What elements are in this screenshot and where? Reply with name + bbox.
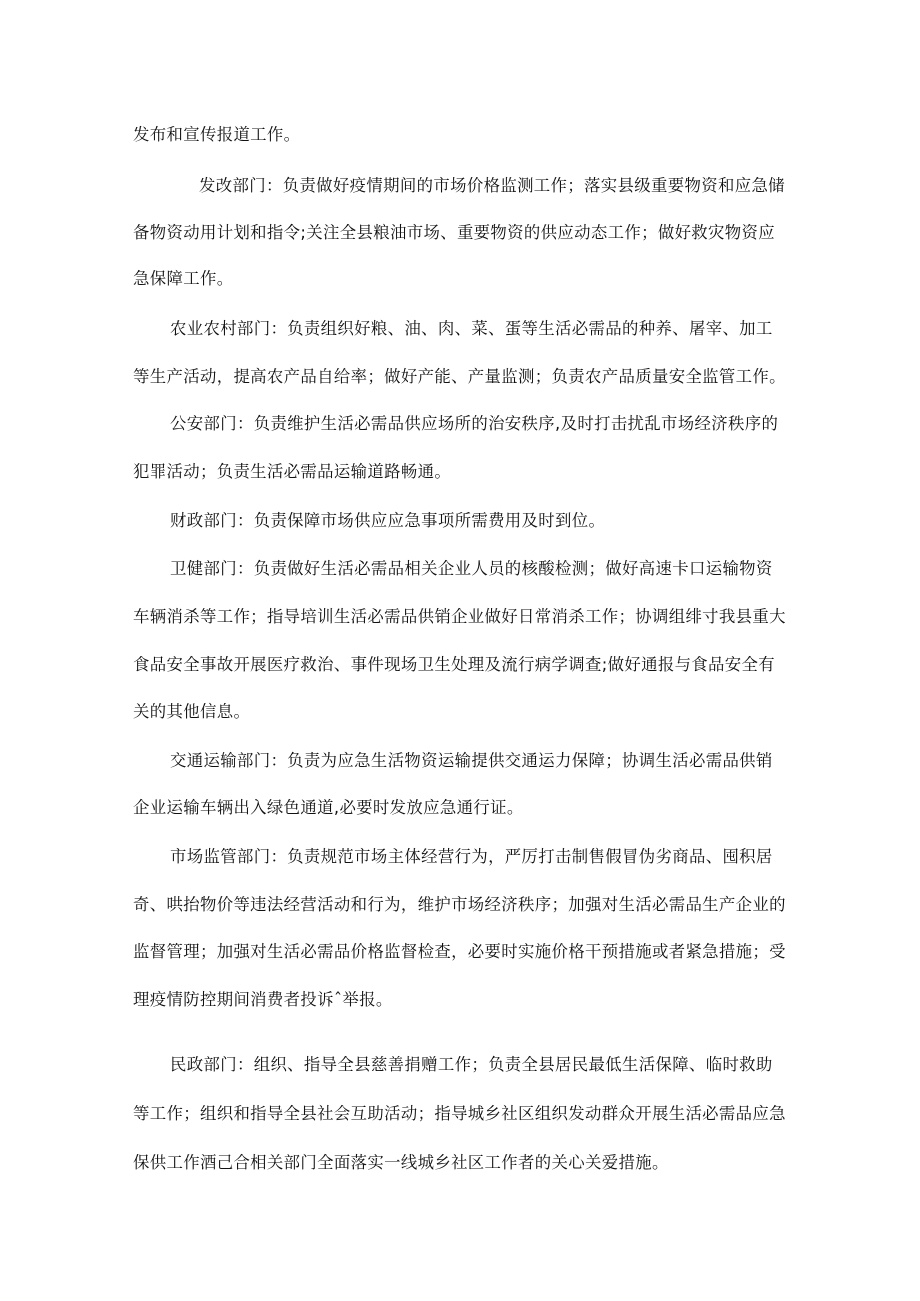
- text-line: 公安部门：负责维护生活必需品供应场所的治安秩序,及时打击扰乱市场经济秩序的: [170, 414, 779, 433]
- text-line: 车辆消杀等工作；指导培训生活必需品供销企业做好日常消杀工作；协调组绯寸我县重大: [133, 607, 786, 626]
- text-line: 民政部门：组织、指导全县慈善捐赠工作；负责全县居民最低生活保障、临时救助: [170, 1055, 773, 1074]
- text-line: 急保障工作。: [133, 269, 234, 288]
- text-line: 犯罪活动；负责生活必需品运输道路畅通。: [133, 462, 452, 481]
- text-line: 卫健部门：负责做好生活必需品相关企业人员的核酸检测；做好高速卡口运输物资: [170, 559, 773, 578]
- text-line: 等工作；组织和指导全县社会互助活动；指导城乡社区组织发动群众开展生活必需品应急: [133, 1104, 786, 1123]
- text-line: 市场监管部门：负责规范市场主体经营行为，严厉打击制售假冒伪劣商品、囤积居: [170, 847, 773, 866]
- text-line: 监督管理；加强对生活必需品价格监督检查，必要时实施价格干预措施或者紧急措施；受: [133, 942, 786, 961]
- text-line: 食品安全事故开展医疗救治、事件现场卫生处理及流行病学调查;做好通报与食品安全有: [133, 655, 776, 674]
- text-line: 交通运输部门：负责为应急生活物资运输提供交通运力保障；协调生活必需品供销: [170, 751, 773, 770]
- text-line: 理疫情防控期间消费者投诉ˆ举报。: [133, 990, 393, 1009]
- text-line: 发布和宣传报道工作。: [133, 125, 301, 144]
- text-line: 企业运输车辆出入绿色通道,必要时发放应急通行证。: [133, 798, 524, 817]
- text-line: 财政部门：负责保障市场供应应急事项所需费用及时到位。: [170, 511, 606, 530]
- text-line: 等生产活动，提高农产品自给率；做好产能、产量监测；负责农产品质量安全监管工作。: [133, 367, 786, 386]
- text-line: 发改部门：负责做好疫情期间的市场价格监测工作；落实县级重要物资和应急储: [199, 176, 785, 195]
- text-line: 关的其他信息。: [133, 702, 251, 721]
- text-line: 保供工作酒己合相关部门全面落实一线城乡社区工作者的关心关爱措施。: [133, 1153, 669, 1172]
- text-line: 备物资动用计划和指令;关注全县粮油市场、重要物资的供应动态工作；做好救灾物资应: [133, 223, 776, 242]
- text-line: 农业农村部门：负责组织好粮、油、肉、菜、蛋等生活必需品的种养、屠宰、加工: [170, 319, 773, 338]
- text-line: 奇、哄抬物价等违法经营活动和行为，维护市场经济秩序；加强对生活必需品生产企业的: [133, 895, 786, 914]
